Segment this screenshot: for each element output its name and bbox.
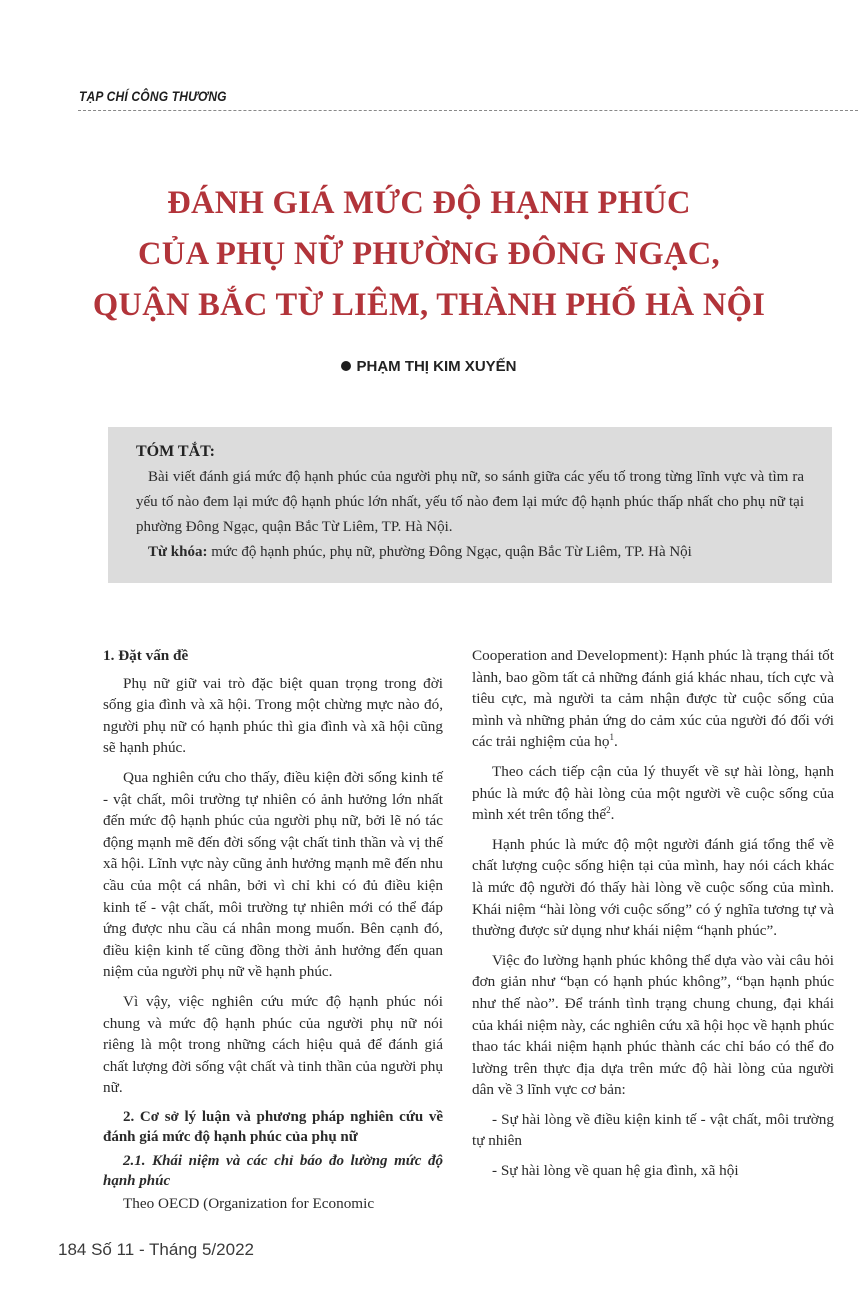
paragraph: Theo OECD (Organization for Economic — [123, 1194, 375, 1212]
abstract-text: Bài viết đánh giá mức độ hạnh phúc của người phụ nữ, so sánh giữa các yếu tố trong từng lĩnh vực và tìm ra yếu tố nào đem lại mức độ hạnh phúc lớn nhất, yếu tố nào đem lại mức độ hạnh phúc thấp nhất cho phụ nữ tại phường Đông Ngạc, quận Bắc Từ Liêm, TP. Hà Nội. — [136, 469, 804, 535]
list-item: - Sự hài lòng về quan hệ gia đình, xã hội — [492, 1162, 739, 1180]
section-2-1-heading: 2.1. Khái niệm và các chỉ báo đo lường mức độ hạnh phúc — [103, 1152, 443, 1189]
right-column — [472, 645, 834, 1190]
keywords-text: mức độ hạnh phúc, phụ nữ, phường Đông Ngạc, quận Bắc Từ Liêm, TP. Hà Nội — [207, 544, 692, 560]
journal-name: TẠP CHÍ CÔNG THƯƠNG — [79, 88, 227, 104]
keywords-label: Từ khóa: — [148, 544, 208, 560]
title-line: CỦA PHỤ NỮ PHƯỜNG ĐÔNG NGẠC, — [138, 236, 720, 272]
paragraph-text: Cooperation and Development): Hạnh phúc là trạng thái tốt lành, bao gồm tất cả những đánh giá khác nhau, tích cực và tiêu cực, mà người ta cảm nhận được từ cuộc sống của mình và những phản ứng do cảm xúc của người đó đối với các trải nghiệm của họ — [472, 647, 834, 751]
paragraph: Cooperation and Development): Hạnh phúc là trạng thái tốt lành, bao gồm tất cả những đánh giá khác nhau, tích cực và tiêu cực, mà người ta cảm nhận được từ cuộc sống của mình và những phản ứng do cảm xúc của người đó đối với các trải nghiệm của họ$^1$. — [472, 647, 834, 751]
section-2-heading: 2. Cơ sở lý luận và phương pháp nghiên cứu về đánh giá mức độ hạnh phúc của phụ nữ — [103, 1108, 443, 1145]
header-divider — [78, 110, 858, 111]
article-title — [60, 178, 798, 331]
left-column — [103, 645, 443, 1222]
section-1-heading: 1. Đặt vấn đề — [103, 647, 189, 664]
title-line: QUẬN BẮC TỪ LIÊM, THÀNH PHỐ HÀ NỘI — [92, 287, 766, 323]
title-line: ĐÁNH GIÁ MỨC ĐỘ HẠNH PHÚC — [167, 185, 691, 221]
keywords — [136, 540, 804, 565]
paragraph: Phụ nữ giữ vai trò đặc biệt quan trọng trong đời sống gia đình và xã hội. Trong một chừng mực nào đó, người phụ nữ có hạnh phúc thì gia đình và xã hội cũng sẽ hạnh phúc. — [103, 674, 443, 757]
bullet-icon — [341, 361, 351, 371]
list-item: - Sự hài lòng về điều kiện kinh tế - vật chất, môi trường tự nhiên — [472, 1110, 834, 1150]
paragraph: Việc đo lường hạnh phúc không thể dựa vào vài câu hỏi đơn giản như “bạn có hạnh phúc không”, “bạn hạnh phúc như thế nào”. Để tránh tình trạng chung chung, đại khái của khái niệm này, các nghiên cứu xã hội học về hạnh phúc thao tác khái niệm hạnh phúc thành các chỉ báo có thể đo lường trên thực địa dựa trên mức độ hài lòng của người dân về 3 lĩnh vực cơ bản: — [472, 951, 834, 1099]
paragraph: Theo cách tiếp cận của lý thuyết về sự hài lòng, hạnh phúc là mức độ hài lòng của một người về cuộc sống của mình xét trên tổng thể$^2$. — [472, 762, 834, 824]
page-footer: 184 Số 11 - Tháng 5/2022 — [58, 1240, 254, 1259]
paragraph: Vì vậy, việc nghiên cứu mức độ hạnh phúc nói chung và mức độ hạnh phúc của người phụ nữ nói riêng là một trong những cách hiệu quả để đánh giá chất lượng đời sống vật chất và tinh thần của người phụ nữ. — [103, 992, 443, 1097]
footnote-ref: 2 — [606, 805, 611, 816]
paragraph: Qua nghiên cứu cho thấy, điều kiện đời sống kinh tế - vật chất, môi trường tự nhiên có ảnh hưởng lớn nhất đến mức độ hạnh phúc của người phụ nữ, bởi lẽ nó tác động mạnh mẽ đến đời sống vật chất tinh thần và vị thế xã hội. Lĩnh vực này cũng ảnh hưởng mạnh mẽ đến nhu cầu của một cá nhân, bởi vì chỉ khi có đủ điều kiện kinh tế - vật chất, môi trường tự nhiên mới có thể đáp ứng được nhu cầu cá nhân mong muốn. Bên cạnh đó, điều kiện kinh tế cũng đồng thời ảnh hưởng đến quan niệm của người phụ nữ về hạnh phúc. — [103, 768, 443, 981]
paragraph-text: Theo cách tiếp cận của lý thuyết về sự hài lòng, hạnh phúc là mức độ hài lòng của một người về cuộc sống của mình xét trên tổng thể — [472, 762, 834, 824]
paragraph: Hạnh phúc là mức độ một người đánh giá tổng thể về chất lượng cuộc sống hiện tại của mình, hay nói cách khác là mức độ người đó thấy hài lòng về cuộc sống của mình. Khái niệm “hài lòng với cuộc sống” có ý nghĩa tương tự và thường được sử dụng như khái niệm “hạnh phúc”. — [472, 835, 834, 940]
author-line — [0, 358, 858, 375]
author-name: PHẠM THỊ KIM XUYẾN — [356, 358, 517, 375]
abstract-heading: TÓM TẮT: — [136, 443, 215, 460]
abstract-box — [108, 427, 832, 583]
footnote-ref: 1 — [609, 732, 614, 743]
